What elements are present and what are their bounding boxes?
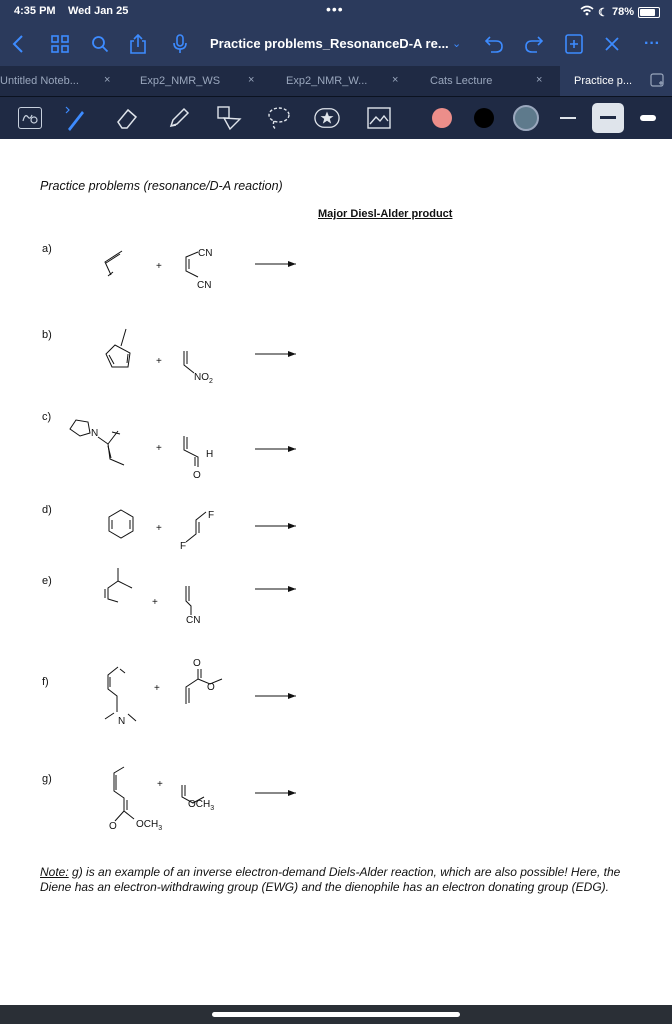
- atom-label-och3: $OCH_3$: [136, 819, 163, 832]
- reaction-label: c): [42, 411, 52, 423]
- plus-sign: +: [157, 779, 163, 790]
- tab-close-icon[interactable]: ×: [392, 74, 399, 86]
- home-indicator[interactable]: [212, 1012, 460, 1017]
- atom-label-no2: $NO_2$: [194, 372, 213, 385]
- atom-label-o: O: [109, 821, 117, 832]
- atom-label-f: F: [208, 510, 215, 521]
- document-title[interactable]: Practice problems_ResonanceD-A re...: [210, 36, 449, 51]
- reaction-label: g): [42, 773, 52, 785]
- status-date: Wed Jan 25: [68, 5, 129, 17]
- page-title: Practice problems (resonance/D-A reaction): [40, 179, 283, 193]
- reaction-label: e): [42, 575, 52, 587]
- tab-practice-active[interactable]: [560, 66, 672, 96]
- moon-icon: ☾: [598, 6, 608, 19]
- note-label: Note:: [40, 865, 69, 879]
- new-tab-icon[interactable]: [650, 73, 664, 90]
- back-icon[interactable]: [6, 32, 30, 56]
- tab-untitled-notebook[interactable]: Untitled Noteb...: [0, 75, 79, 87]
- close-icon[interactable]: [600, 32, 624, 56]
- plus-sign: +: [156, 443, 162, 454]
- atom-label-h: H: [206, 449, 214, 460]
- reaction-arrows: [255, 264, 296, 793]
- lasso-read-mode-icon[interactable]: [18, 107, 42, 129]
- tab-practice-label: Practice p...: [574, 75, 633, 87]
- document-page[interactable]: [0, 139, 672, 1005]
- battery-percent: 78%: [611, 6, 634, 18]
- atom-label-o: O: [207, 682, 215, 693]
- note-paragraph: [40, 865, 640, 895]
- share-icon[interactable]: [126, 32, 150, 56]
- grid-view-icon[interactable]: [48, 32, 72, 56]
- tab-close-icon[interactable]: ×: [248, 74, 255, 86]
- stroke-medium-selected[interactable]: [592, 103, 624, 133]
- undo-icon[interactable]: [482, 32, 506, 56]
- color-swatch-black[interactable]: [474, 108, 494, 128]
- highlighter-icon[interactable]: [166, 105, 192, 131]
- star-sticker-icon[interactable]: [314, 105, 340, 131]
- lasso-icon[interactable]: [266, 105, 292, 131]
- tab-cats-lecture[interactable]: Cats Lecture: [430, 75, 493, 87]
- wifi-icon: [580, 5, 594, 19]
- tab-exp2-nmr-ws[interactable]: Exp2_NMR_WS: [140, 75, 221, 87]
- atom-label-cn: CN: [198, 248, 213, 259]
- product-column-header: Major Diesl-Alder product: [318, 208, 453, 220]
- color-swatch-pink[interactable]: [432, 108, 452, 128]
- stroke-thick-icon[interactable]: [640, 115, 656, 121]
- atom-label-o: O: [193, 658, 201, 669]
- reaction-label: a): [42, 243, 52, 255]
- reaction-label: b): [42, 329, 52, 341]
- microphone-icon[interactable]: [168, 32, 192, 56]
- tab-exp2-nmr-w[interactable]: Exp2_NMR_W...: [286, 75, 368, 87]
- home-bar: [0, 1005, 672, 1024]
- top-toolbar: [0, 24, 672, 66]
- atom-label-cn: CN: [197, 280, 212, 291]
- atom-label-cn: CN: [186, 615, 201, 626]
- plus-sign: +: [156, 523, 162, 534]
- stroke-thin-icon[interactable]: [560, 117, 576, 119]
- add-page-icon[interactable]: [562, 32, 586, 56]
- plus-sign: +: [154, 683, 160, 694]
- image-icon[interactable]: [366, 105, 392, 131]
- chevron-down-icon[interactable]: ⌄: [452, 38, 462, 50]
- bluetooth-pen-icon[interactable]: [62, 105, 88, 131]
- plus-sign: +: [156, 356, 162, 367]
- redo-icon[interactable]: [522, 32, 546, 56]
- status-bar: [0, 0, 672, 24]
- status-right: [580, 5, 660, 19]
- eraser-icon[interactable]: [114, 105, 140, 131]
- atom-label-n: N: [91, 428, 99, 439]
- tab-close-icon[interactable]: ×: [536, 74, 543, 86]
- plus-sign: +: [156, 261, 162, 272]
- plus-sign: +: [152, 597, 158, 608]
- status-time: 4:35 PM: [14, 5, 56, 17]
- note-text: g) is an example of an inverse electron-demand Diels-Alder reaction, which are also possible! Here, the Diene has an electron-withdrawing group (EWG) and the dienophile has an electron donating group (EDG).: [40, 865, 621, 894]
- color-swatch-gray-selected[interactable]: [513, 105, 539, 131]
- atom-label-n: N: [118, 716, 126, 727]
- reaction-label: d): [42, 504, 52, 516]
- tab-close-icon[interactable]: ×: [104, 74, 111, 86]
- atom-label-o: O: [193, 470, 201, 481]
- battery-icon: [638, 7, 660, 18]
- reaction-label: f): [42, 676, 49, 688]
- multitask-dots-icon[interactable]: •••: [326, 1, 344, 17]
- shapes-icon[interactable]: [216, 105, 242, 131]
- annotation-toolbar: [0, 96, 672, 139]
- more-icon[interactable]: ···: [644, 35, 660, 52]
- tab-bar: [0, 66, 672, 96]
- atom-label-f: F: [180, 541, 187, 552]
- atom-label-och3: $OCH_3$: [188, 799, 215, 812]
- search-icon[interactable]: [88, 32, 112, 56]
